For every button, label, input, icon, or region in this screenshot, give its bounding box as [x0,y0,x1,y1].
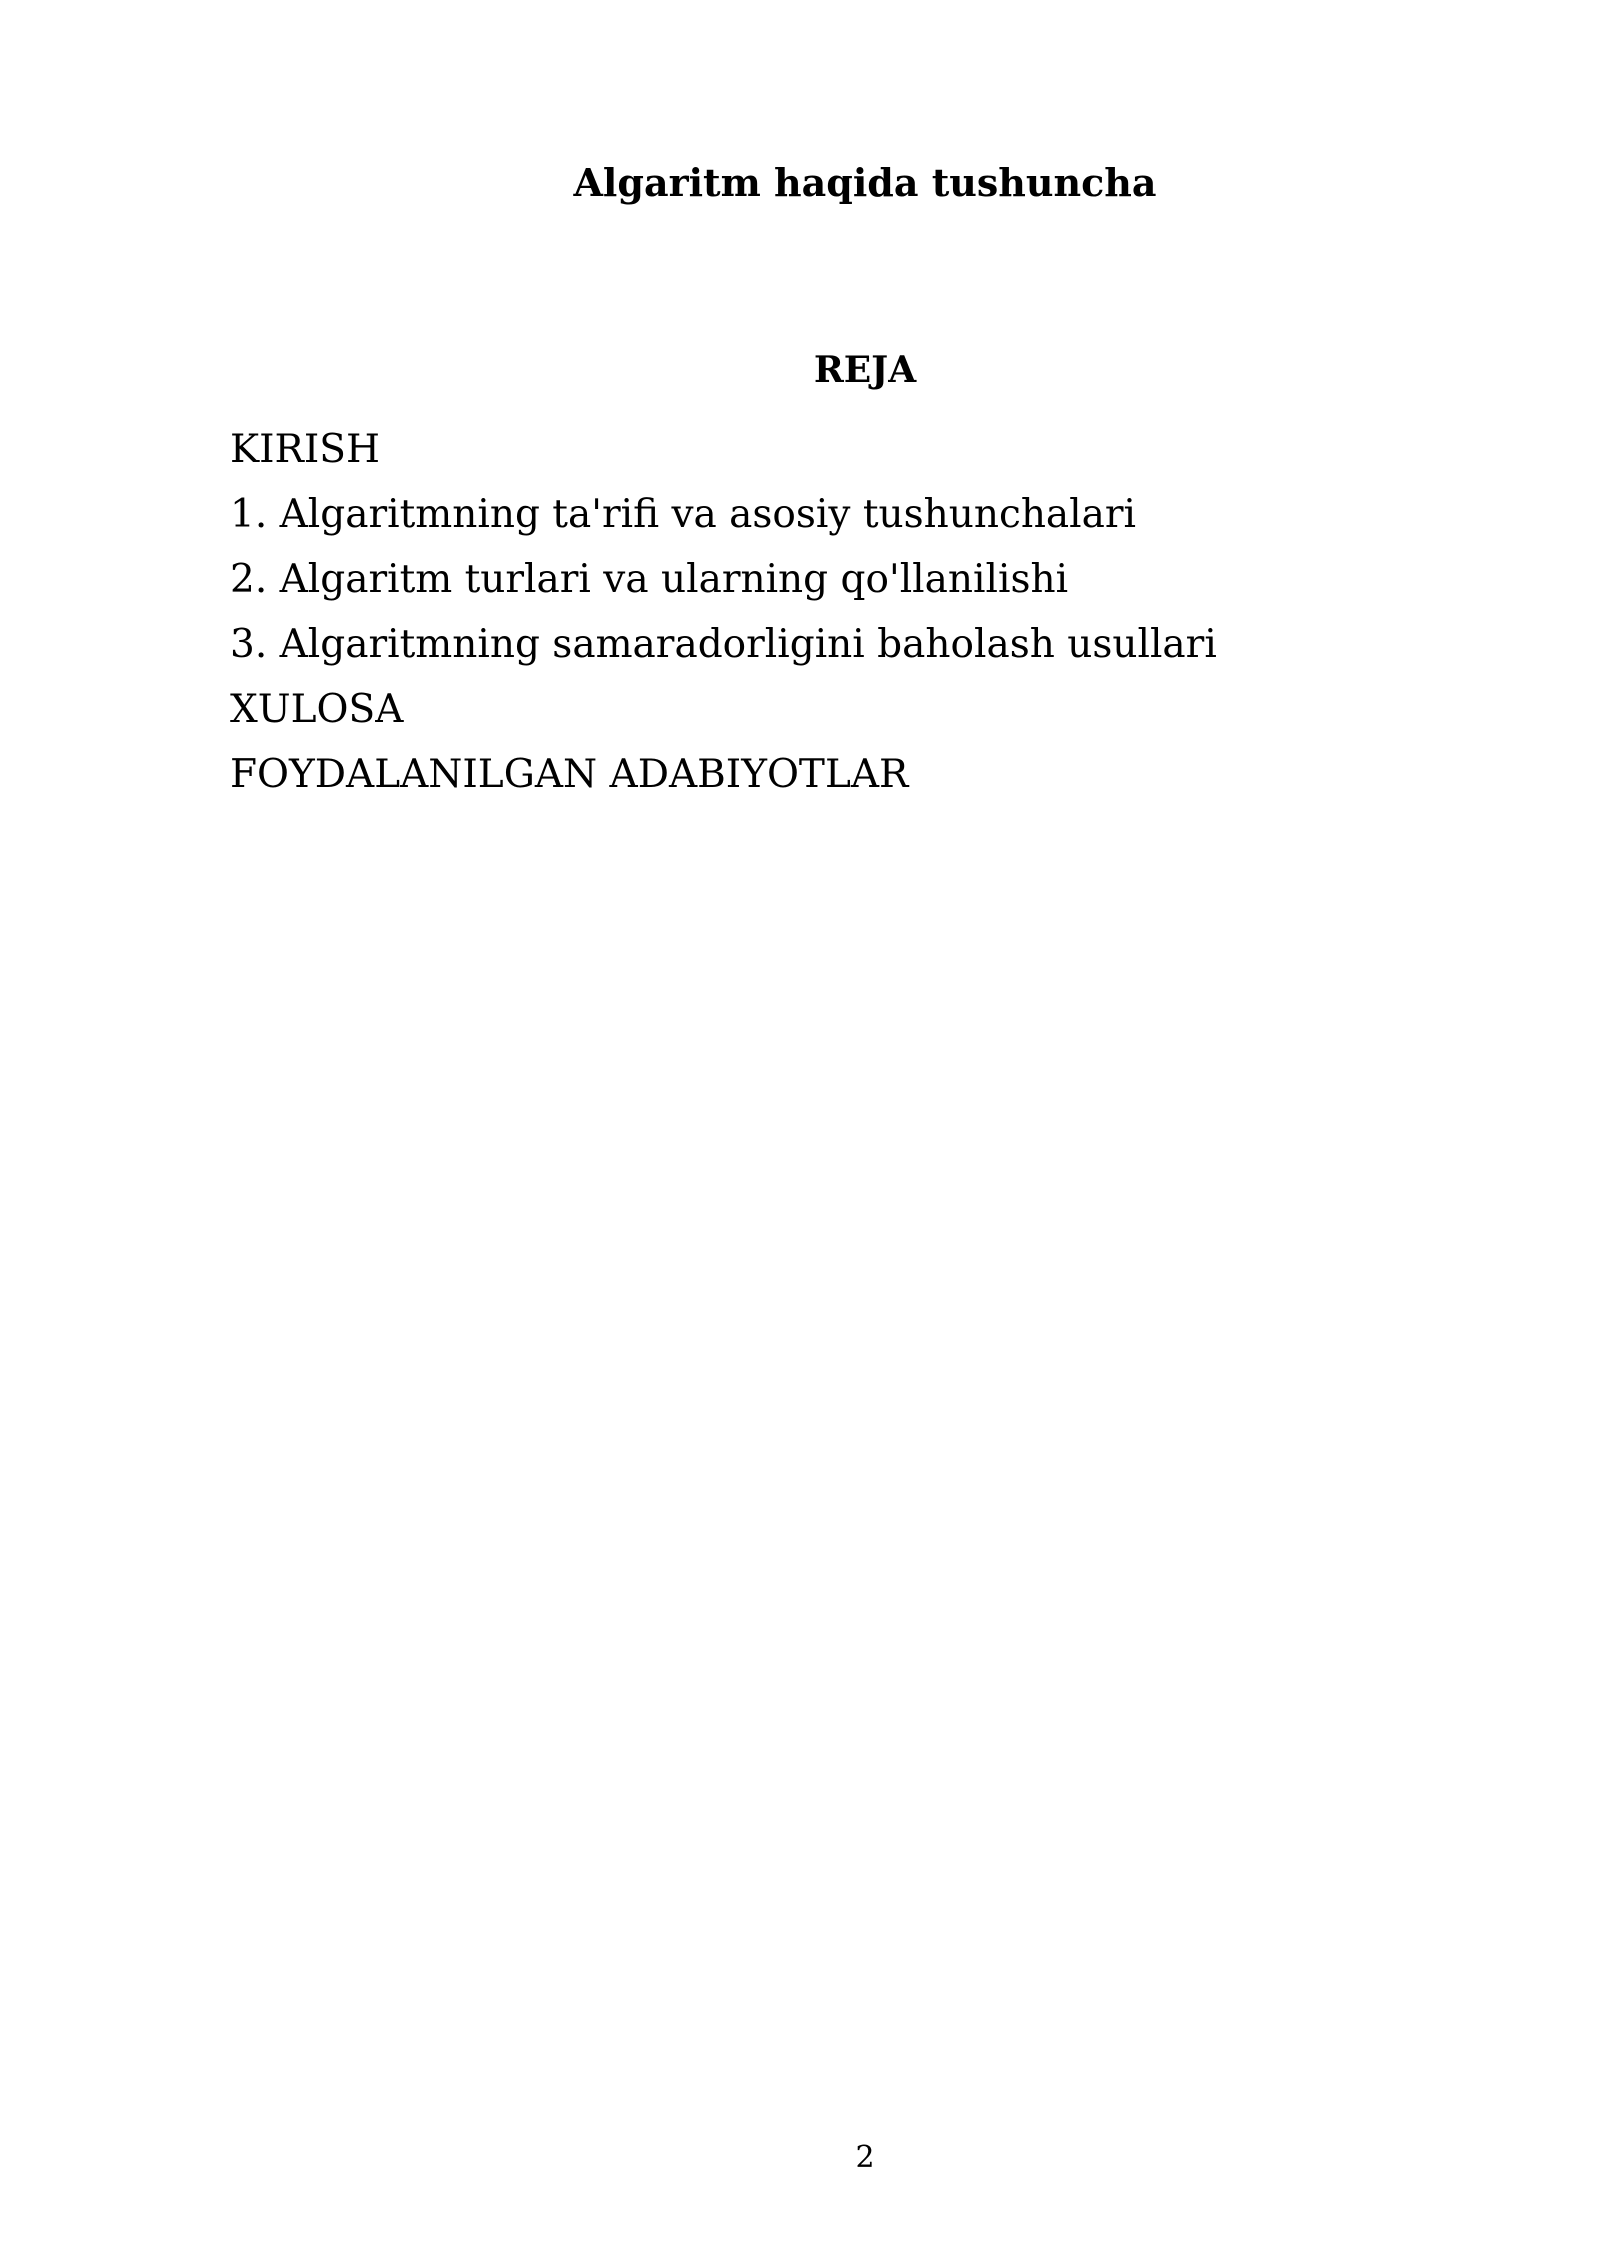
plan-item-introduction: KIRISH [230,427,381,472]
plan-item-3: 3. Algaritmning samaradorligini baholash usullari [230,622,1217,667]
plan-list [230,417,1217,807]
plan-item-references: FOYDALANILGAN ADABIYOTLAR [230,752,909,797]
document-title: Algaritm haqida tushuncha [573,160,1157,205]
page-number: 2 [855,2140,875,2175]
plan-heading: REJA [813,349,917,391]
plan-item-1: 1. Algaritmning ta'rifi va asosiy tushunchalari [230,492,1137,537]
plan-item-2: 2. Algaritm turlari va ularning qo'llanilishi [230,557,1069,602]
plan-item-conclusion: XULOSA [230,687,404,732]
